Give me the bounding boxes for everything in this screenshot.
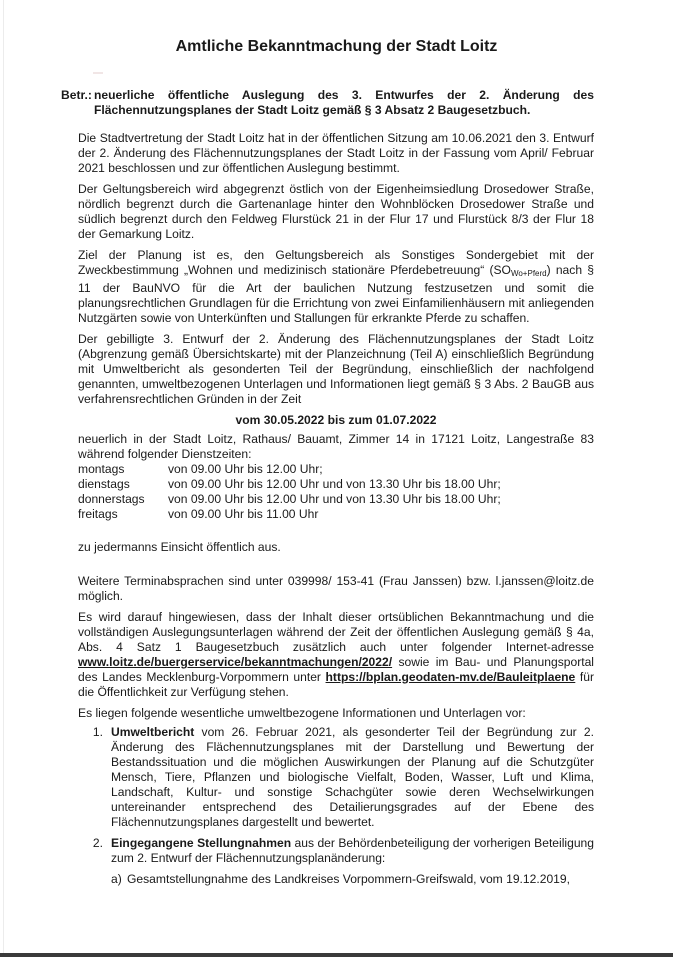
hours-row	[78, 477, 501, 492]
paragraph-scope: Der Geltungsbereich wird abgegrenzt östlich von der Eigenheimsiedlung Drosedower Straße, nördlich begrenzt durch die Gartenanlage hinter den Wohnblöcken Drosedower Straße und südlich begrenzt durch den Feldweg Flurstück 21 in der Flur 17 und Flurstück 8/3 der Flur 18 der Gemarkung Loitz.	[78, 182, 594, 241]
paragraph-draft: Der gebilligte 3. Entwurf der 2. Änderung des Flächennutzungsplanes der Stadt Loitz (Abgrenzung gemäß Übersichtskarte) mit der Planzeichnung (Teil A) einschließlich Begründung mit Umweltbericht als gesonderten Teil der Begründung, einschließlich der nachfolgend genannten, umweltbezogenen Unterlagen und Informationen liegt gemäß § 3 Abs. 2 BauGB aus verfahrensrechtlichen Gründen in der Zeit	[78, 332, 594, 406]
paragraph-env-info: Es liegen folgende wesentliche umweltbezogene Informationen und Unterlagen vor:	[78, 706, 526, 720]
list-number: 1.	[92, 725, 103, 739]
hours-time: von 09.00 Uhr bis 12.00 Uhr;	[168, 462, 323, 476]
subject-line	[61, 88, 594, 118]
goal-text-before: Ziel der Planung ist es, den Geltungsbereich als Sonstiges Sondergebiet mit der Zweckbestimmung „Wohnen und medizinisch stationäre Pferdebetreuung“ (SO	[78, 248, 594, 277]
paragraph-online	[78, 610, 594, 700]
sublist-item	[111, 872, 594, 887]
hours-day: montags	[78, 462, 125, 476]
paragraph-decision: Die Stadtvertretung der Stadt Loitz hat in der öffentlichen Sitzung am 10.06.2021 den 3. Entwurf der 2. Änderung des Flächennutzungsplanes der Stadt Loitz in der Fassung vom April/ Februar 2021 beschlossen und zur öffentlichen Auslegung bestimmt.	[78, 131, 594, 175]
list-item-title: Umweltbericht	[111, 725, 195, 739]
subject-text: neuerliche öffentliche Auslegung des 3. Entwurfes der 2. Änderung des Flächennutzungsplanes der Stadt Loitz gemäß § 3 Absatz 2 Baugesetzbuch.	[94, 88, 594, 117]
scan-edge	[3, 0, 4, 953]
loitz-notices-link[interactable]: www.loitz.de/buergerservice/bekanntmachungen/2022/	[78, 655, 393, 669]
list-item-text: vom 26. Februar 2021, als gesonderter Teil der Begründung zur 2. Änderung des Flächennutzungsplanes mit der Darstellung und Bewertung der Bestandssituation und die möglichen Auswirkungen der Planung auf die Schutzgüter Mensch, Tiere, Pflanzen und biologische Vielfalt, Boden, Wasser, Luft und Klima, Landschaft, Kultur- und sonstige Schachgüter sowie deren Wechselwirkungen untereinander entsprechend des Detailierungsgrades auf der Ebene des Flächennutzungsplanes dargestellt und bewertet.	[111, 725, 594, 829]
office-hours-table	[78, 462, 501, 522]
document-title: Amtliche Bekanntmachung der Stadt Loitz	[175, 38, 498, 55]
hours-time: von 09.00 Uhr bis 11.00 Uhr	[168, 507, 319, 521]
hours-day: dienstags	[78, 477, 130, 491]
goal-text-after: ) nach § 11 der BauNVO für die Art der baulichen Nutzung festzusetzen und somit die planungsrechtlichen Grundlagen für die Errichtung von zwei Einfamilienhäusern mit anliegenden Nutzgärten sowie von Unterkünften und Stallungen für erkrankte Pferde zu schaffen.	[78, 263, 594, 325]
paragraph-goal	[78, 248, 594, 326]
document-body	[61, 88, 594, 893]
paragraph-appointments: Weitere Terminabsprachen sind unter 039998/ 153-41 (Frau Janssen) bzw. l.janssen@loitz.de möglich.	[78, 574, 594, 603]
online-text-after: für die Öffentlichkeit zur Verfügung stehen.	[78, 670, 594, 699]
hours-row	[78, 462, 501, 477]
sublist-letter: a)	[111, 872, 122, 886]
display-period: vom 30.05.2022 bis zum 01.07.2022	[235, 413, 437, 427]
hours-row	[78, 492, 501, 507]
scan-bottom-border	[0, 953, 673, 957]
paragraph-location: neuerlich in der Stadt Loitz, Rathaus/ Bauamt, Zimmer 14 in 17121 Loitz, Langestraße 83 während folgender Dienstzeiten:	[78, 432, 594, 461]
list-item-text: aus der Behördenbeteiligung der vorherigen Beteiligung zum 2. Entwurf der Flächennutzungsplanänderung:	[111, 836, 594, 865]
list-item	[78, 836, 594, 887]
hours-day: freitags	[78, 507, 118, 521]
hours-time: von 09.00 Uhr bis 12.00 Uhr und von 13.30 Uhr bis 18.00 Uhr;	[168, 477, 501, 491]
sublist-text: Gesamtstellungnahme des Landkreises Vorpommern-Greifswald, vom 19.12.2019,	[127, 872, 570, 886]
statements-sublist	[111, 872, 594, 887]
online-text-middle: sowie im Bau- und Planungsportal des Landes Mecklenburg-Vorpommern unter	[78, 655, 594, 684]
env-documents-list	[78, 725, 594, 887]
list-item-title: Eingegangene Stellungnahmen	[111, 836, 292, 850]
list-item	[78, 725, 594, 830]
bplan-portal-link[interactable]: https://bplan.geodaten-mv.de/Bauleitplaene	[325, 670, 576, 684]
hours-time: von 09.00 Uhr bis 12.00 Uhr und von 13.30 Uhr bis 18.00 Uhr;	[168, 492, 501, 506]
paragraph-public-inspection: zu jedermanns Einsicht öffentlich aus.	[78, 540, 281, 554]
subject-label: Betr.:	[61, 88, 92, 102]
goal-subscript: Wo+Pferd	[510, 269, 547, 278]
scan-artifact	[93, 72, 103, 74]
hours-day: donnerstags	[78, 492, 145, 506]
list-number: 2.	[92, 836, 103, 850]
hours-row	[78, 507, 501, 522]
online-text-before: Es wird darauf hingewiesen, dass der Inhalt dieser ortsüblichen Bekanntmachung und die vollständigen Auslegungsunterlagen während der Zeit der öffentlichen Auslegung gemäß § 4a, Abs. 4 Satz 1 Baugesetzbuch zusätzlich auch unter folgender Internet-adresse	[78, 610, 594, 654]
